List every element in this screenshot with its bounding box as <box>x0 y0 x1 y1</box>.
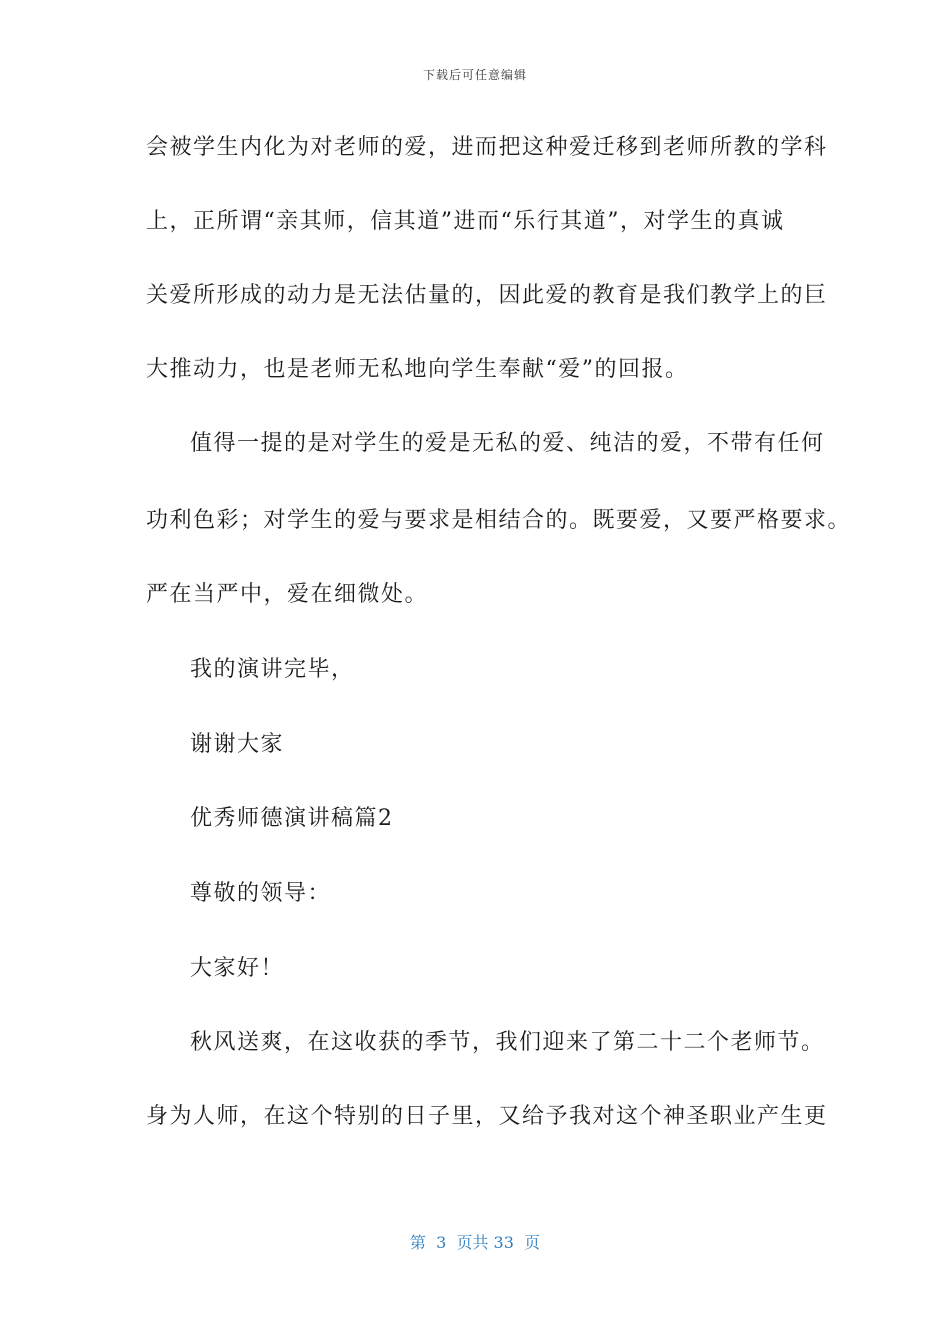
text-line: 关爱所形成的动力是无法估量的，因此爱的教育是我们教学上的巨 <box>146 283 828 308</box>
page-footer: 第 3 页共 33 页 <box>409 1233 541 1252</box>
text-line: 谢谢大家 <box>190 732 285 757</box>
text-line: 身为人师，在这个特别的日子里，又给予我对这个神圣职业产生更 <box>146 1104 828 1129</box>
text-line: 我的演讲完毕， <box>190 657 355 682</box>
section-heading: 优秀师德演讲稿篇2 <box>190 806 394 831</box>
text-line: 尊敬的领导： <box>190 881 332 906</box>
text-line: 上，正所谓“亲其师，信其道”进而“乐行其道”，对学生的真诚 <box>146 209 785 234</box>
text-line: 值得一提的是对学生的爱是无私的爱、纯洁的爱，不带有任何 <box>190 431 825 456</box>
text-line: 功利色彩；对学生的爱与要求是相结合的。既要爱，又要严格要求。 <box>146 508 852 533</box>
text-line: 秋风送爽，在这收获的季节，我们迎来了第二十二个老师节。 <box>190 1030 825 1055</box>
text-line: 严在当严中，爱在细微处。 <box>146 582 429 607</box>
page-header: 下载后可任意编辑 <box>422 68 527 82</box>
text-line: 大家好！ <box>190 956 285 981</box>
text-line: 会被学生内化为对老师的爱，进而把这种爱迁移到老师所教的学科 <box>146 135 828 160</box>
text-line: 大推动力，也是老师无私地向学生奉献“爱”的回报。 <box>146 357 689 382</box>
